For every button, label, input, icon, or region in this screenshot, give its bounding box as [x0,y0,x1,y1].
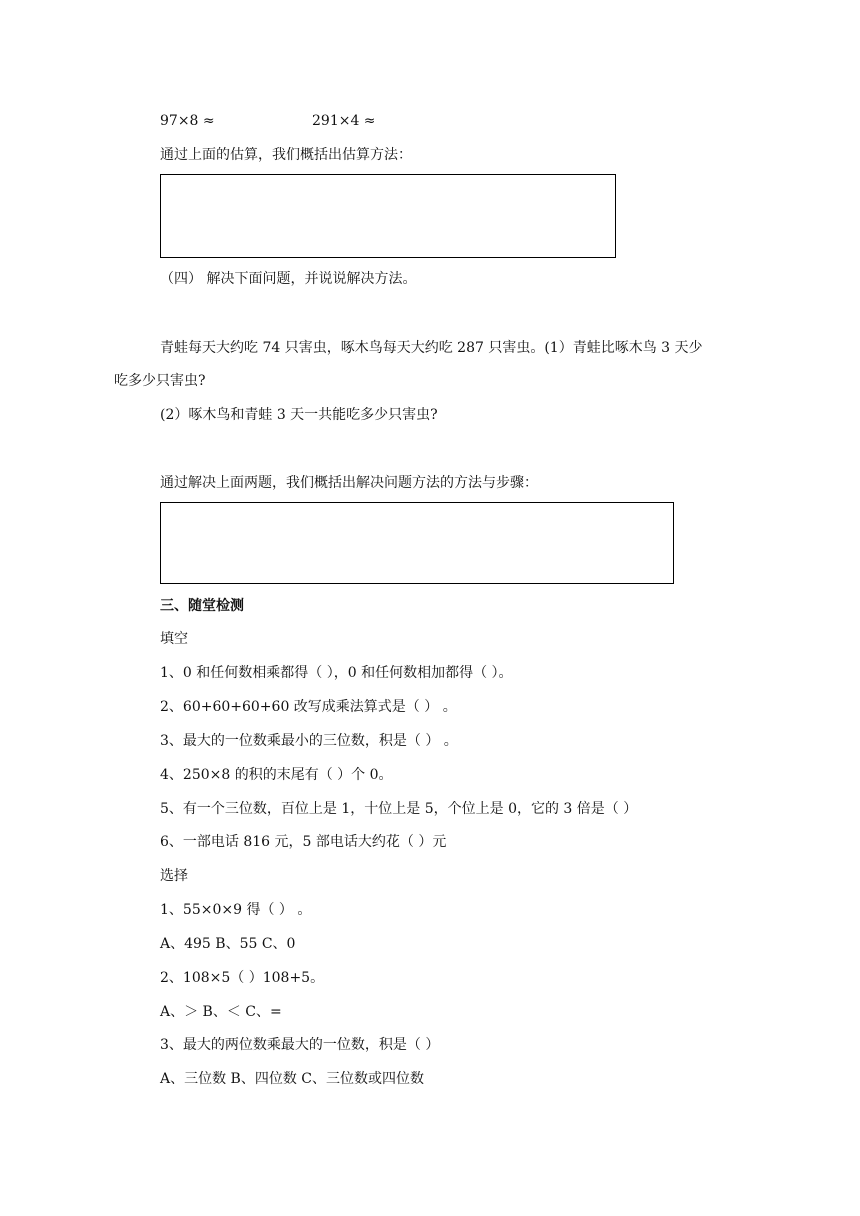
problem-summary-prompt: 通过解决上面两题，我们概括出解决问题方法的方法与步骤： [160,475,538,491]
section-four-heading: （四） 解决下面问题，并说说解决方法。 [160,271,417,287]
estimate-answer-box[interactable] [160,174,616,258]
problem-answer-box[interactable] [160,502,674,584]
estimate-summary-prompt: 通过上面的估算，我们概括出估算方法： [160,147,412,163]
problem-text-line-1: 青蛙每天大约吃 74 只害虫，啄木鸟每天大约吃 287 只害虫。(1）青蛙比啄木鸟 3 天少 [160,340,703,356]
problem-text-line-2: 吃多少只害虫? [114,373,206,389]
choice-options-1: A、495 B、55 C、0 [160,936,296,952]
problem-question-2: (2）啄木鸟和青蛙 3 天一共能吃多少只害虫? [160,407,438,423]
fill-item-6: 6、一部电话 816 元，5 部电话大约花（ ）元 [160,834,447,850]
fill-blank-title: 填空 [160,631,188,647]
estimate-expression-2: 291×4 ≈ [312,113,376,129]
quiz-heading: 三、随堂检测 [160,598,244,614]
choice-question-1: 1、55×0×9 得（ ） 。 [160,902,312,918]
choice-options-2: A、＞ B、＜ C、= [160,1004,282,1020]
choice-question-3: 3、最大的两位数乘最大的一位数，积是（ ） [160,1037,440,1053]
fill-item-3: 3、最大的一位数乘最小的三位数，积是（ ） 。 [160,733,458,749]
choice-title: 选择 [160,868,188,884]
fill-item-1: 1、0 和任何数相乘都得（ ），0 和任何数相加都得（ ）。 [160,665,513,681]
choice-options-3: A、三位数 B、四位数 C、三位数或四位数 [160,1071,425,1087]
fill-item-5: 5、有一个三位数，百位上是 1，十位上是 5，个位上是 0，它的 3 倍是（ ） [160,801,638,817]
fill-item-2: 2、60+60+60+60 改写成乘法算式是（ ） 。 [160,699,457,715]
fill-item-4: 4、250×8 的积的末尾有（ ）个 0。 [160,767,393,783]
estimate-expression-1: 97×8 ≈ [160,113,215,129]
choice-question-2: 2、108×5（ ）108+5。 [160,970,325,986]
